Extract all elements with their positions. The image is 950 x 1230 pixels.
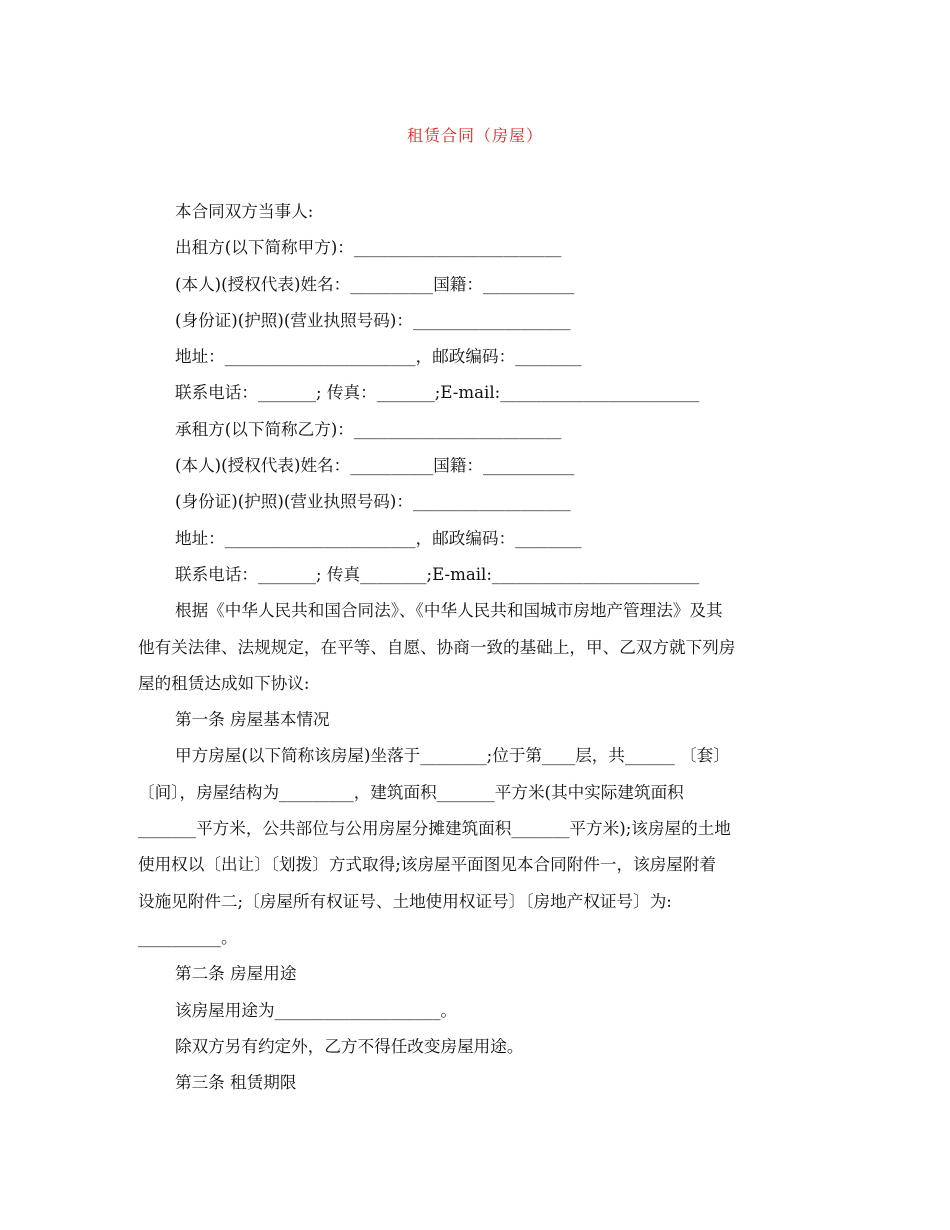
lessor-id-line: (身份证)(护照)(营业执照号码)：___________________ bbox=[175, 310, 571, 330]
article-2-line-2: 除双方另有约定外，乙方不得任改变房屋用途。 bbox=[175, 1036, 524, 1056]
contract-body bbox=[138, 194, 814, 1101]
article-1-heading: 第一条 房屋基本情况 bbox=[175, 710, 330, 730]
article-3-heading: 第三条 租赁期限 bbox=[175, 1073, 297, 1093]
lessor-address-line: 地址：_______________________，邮政编码：________ bbox=[175, 347, 582, 367]
lessee-id-line: (身份证)(护照)(营业执照号码)：___________________ bbox=[175, 492, 571, 512]
lessor-name-line: (本人)(授权代表)姓名：__________国籍：___________ bbox=[175, 274, 575, 294]
preamble-line-3: 屋的租赁达成如下协议: bbox=[138, 673, 310, 693]
parties-heading: 本合同双方当事人: bbox=[175, 202, 314, 221]
article-2-line-1: 该房屋用途为____________________。 bbox=[175, 1000, 458, 1020]
article-1-line-5: 设施见附件二;〔房屋所有权证号、土地使用权证号〕〔房地产权证号〕为: bbox=[138, 891, 672, 911]
preamble-line-1: 根据《中华人民共和国合同法》、《中华人民共和国城市房地产管理法》及其 bbox=[175, 601, 723, 621]
article-1-line-1: 甲方房屋(以下简称该房屋)坐落于________;位于第____层，共______ 〔套〕 bbox=[175, 746, 730, 766]
preamble-line-2: 他有关法律、法规规定，在平等、自愿、协商一致的基础上，甲、乙双方就下列房 bbox=[138, 637, 736, 657]
lessee-contact-line: 联系电话：_______; 传真________;E-mail:_________________________ bbox=[175, 564, 700, 584]
article-1-line-2: 〔间〕，房屋结构为_________，建筑面积_______平方米(其中实际建筑面积 bbox=[138, 782, 684, 802]
lessor-contact-line: 联系电话：_______; 传真：_______;E-mail:________________________ bbox=[175, 383, 700, 403]
lessee-line: 承租方(以下简称乙方)：_________________________ bbox=[175, 419, 562, 439]
article-1-line-4: 使用权以〔出让〕〔划拨〕方式取得;该房屋平面图见本合同附件一，该房屋附着 bbox=[138, 855, 717, 875]
lessee-name-line: (本人)(授权代表)姓名：__________国籍：___________ bbox=[175, 456, 575, 476]
article-1-line-3: _______平方米，公共部位与公用房屋分摊建筑面积_______平方米);该房屋的土地 bbox=[138, 819, 731, 839]
document-title: 租赁合同（房屋） bbox=[406, 126, 543, 145]
lessor-line: 出租方(以下简称甲方)：_________________________ bbox=[175, 238, 562, 258]
article-2-heading: 第二条 房屋用途 bbox=[175, 964, 297, 984]
lessee-address-line: 地址：_______________________，邮政编码：________ bbox=[175, 528, 582, 548]
article-1-line-6: __________。 bbox=[138, 927, 238, 947]
